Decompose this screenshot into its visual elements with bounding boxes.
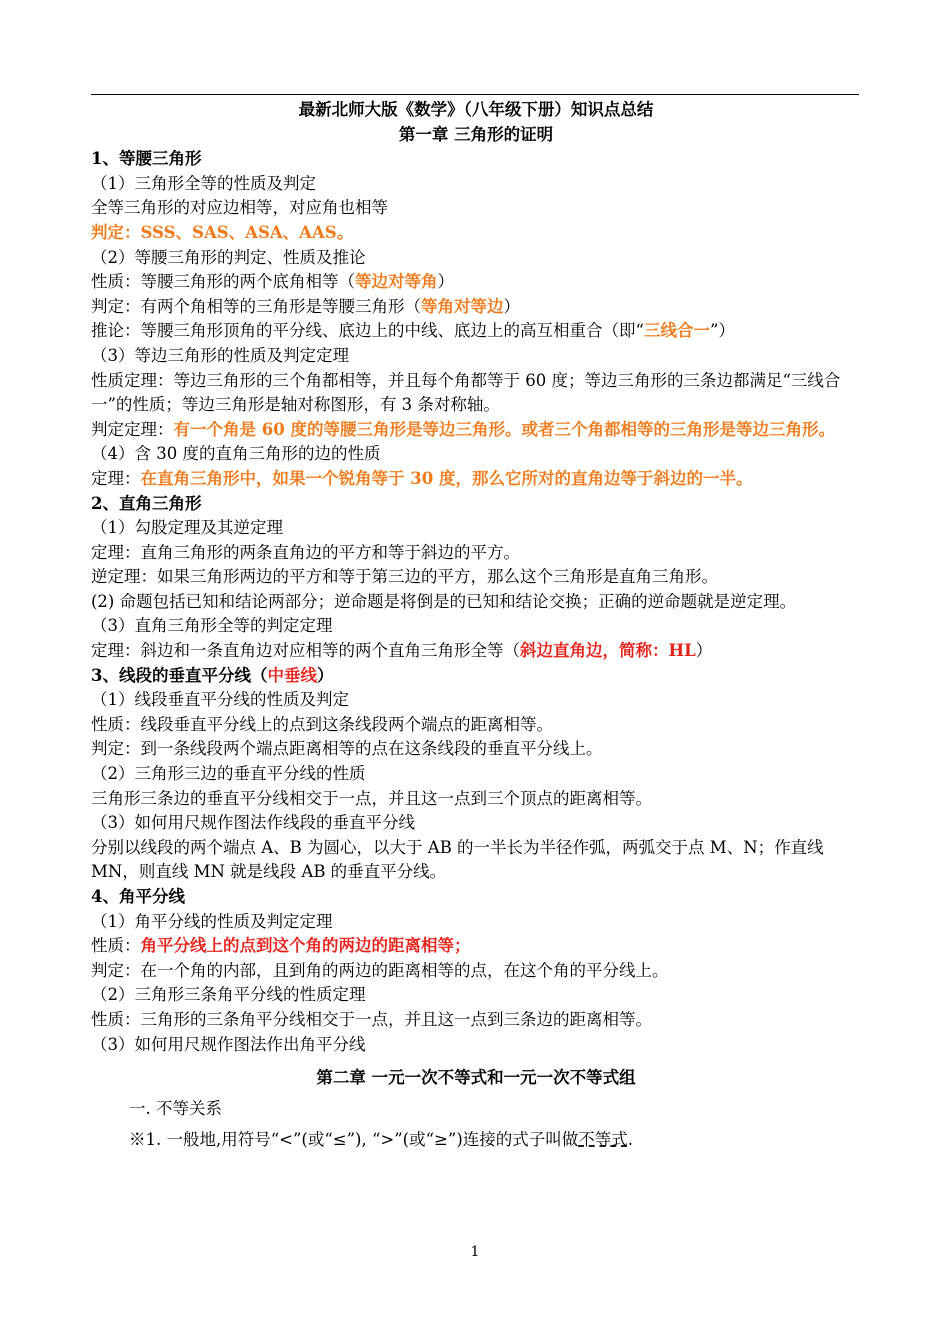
section4-heading: 4、角平分线: [91, 887, 185, 906]
s4-p2-title: （2）三角形三条角平分线的性质定理: [91, 985, 366, 1005]
s1-p4-title: （4）含 30 度的直角三角形的边的性质: [91, 444, 381, 464]
s1-p1-text: 全等三角形的对应边相等，对应角也相等: [91, 198, 388, 218]
s4-p1-judgement: 判定：在一个角的内部，且到角的两边的距离相等的点，在这个角的平分线上。: [91, 960, 669, 980]
s3-p3-text: 分别以线段的两个端点 A、B 为圆心，以大于 AB 的一半长为半径作弧，两弧交于点 M、N；作直线 MN，则直线 MN 就是线段 AB 的垂直平分线。: [91, 837, 824, 882]
s2-p2: (2) 命题包括已知和结论两部分；逆命题是将倒是的已知和结论交换；正确的逆命题就是逆定理。: [91, 591, 797, 611]
header-rule: [91, 94, 859, 95]
s1-p2-title: （2）等腰三角形的判定、性质及推论: [91, 247, 366, 267]
s3-p2-title: （2）三角形三边的垂直平分线的性质: [91, 764, 366, 784]
s1-corollary: 推论：等腰三角形顶角的平分线、底边上的中线、底边上的高互相重合（即“三线合一”）: [91, 321, 735, 341]
s2-inverse-theorem: 逆定理：如果三角形两边的平方和等于第三边的平方，那么这个三角形是直角三角形。: [91, 567, 718, 587]
s1-p1-title: （1）三角形全等的性质及判定: [91, 173, 316, 193]
chapter1-title: 第一章 三角形的证明: [398, 124, 554, 144]
s2-p3-title: （3）直角三角形全等的判定定理: [91, 616, 333, 636]
s4-p1-property: 性质：角平分线上的点到这个角的两边的距离相等；: [91, 936, 471, 956]
s4-p3-title: （3）如何用尺规作图法作出角平分线: [91, 1034, 366, 1054]
s4-p2-property: 性质：三角形的三条角平分线相交于一点，并且这一点到三条边的距离相等。: [91, 1009, 652, 1029]
s1-p3-property: 性质定理：等边三角形的三个角都相等，并且每个角都等于 60 度；等边三角形的三条边都满足“三线合一”的性质；等边三角形是轴对称图形，有 3 条对称轴。: [91, 370, 841, 415]
s1-judgement: 判定：有两个角相等的三角形是等腰三角形（等角对等边）: [91, 296, 520, 316]
s3-p1-judgement: 判定：到一条线段两个端点距离相等的点在这条线段的垂直平分线上。: [91, 739, 603, 759]
s2-theorem: 定理：直角三角形的两条直角边的平方和等于斜边的平方。: [91, 542, 520, 562]
chapter2-subheading: 一. 不等关系: [129, 1099, 222, 1119]
s3-p1-property: 性质：线段垂直平分线上的点到这条线段两个端点的距离相等。: [91, 714, 553, 734]
page-content: [91, 98, 861, 1155]
chapter2-definition: ※1. 一般地,用符号“<”(或“≤”), “>”(或“≥”)连接的式子叫做不等式.: [129, 1130, 634, 1150]
s2-p1-title: （1）勾股定理及其逆定理: [91, 518, 283, 538]
section2-heading: 2、直角三角形: [91, 493, 202, 513]
s1-p4-theorem: 定理：在直角三角形中，如果一个锐角等于 30 度，那么它所对的直角边等于斜边的一半。: [91, 468, 753, 488]
s1-p3-title: （3）等边三角形的性质及判定定理: [91, 345, 349, 365]
s1-p3-judgement: 判定定理：有一个角是 60 度的等腰三角形是等边三角形。或者三个角都相等的三角形是等边三角形。: [91, 419, 835, 439]
s4-p1-title: （1）角平分线的性质及判定定理: [91, 911, 333, 931]
document-title: 最新北师大版《数学》（八年级下册）知识点总结: [298, 100, 654, 119]
chapter2-title: 第二章 一元一次不等式和一元一次不等式组: [316, 1068, 636, 1088]
s2-p3-theorem: 定理：斜边和一条直角边对应相等的两个直角三角形全等（斜边直角边，简称：HL）: [91, 641, 713, 661]
s1-property: 性质：等腰三角形的两个底角相等（等边对等角）: [91, 272, 454, 292]
s1-p1-judge: 判定：SSS、SAS、ASA、AAS。: [91, 222, 354, 242]
page-number: 1: [470, 1244, 480, 1260]
s3-p3-title: （3）如何用尺规作图法作线段的垂直平分线: [91, 813, 415, 833]
section1-heading: 1、等腰三角形: [91, 149, 202, 169]
s3-p1-title: （1）线段垂直平分线的性质及判定: [91, 690, 349, 710]
s3-p2-text: 三角形三条边的垂直平分线相交于一点，并且这一点到三个顶点的距离相等。: [91, 788, 652, 808]
section3-heading: 3、线段的垂直平分线（中垂线）: [91, 665, 334, 685]
